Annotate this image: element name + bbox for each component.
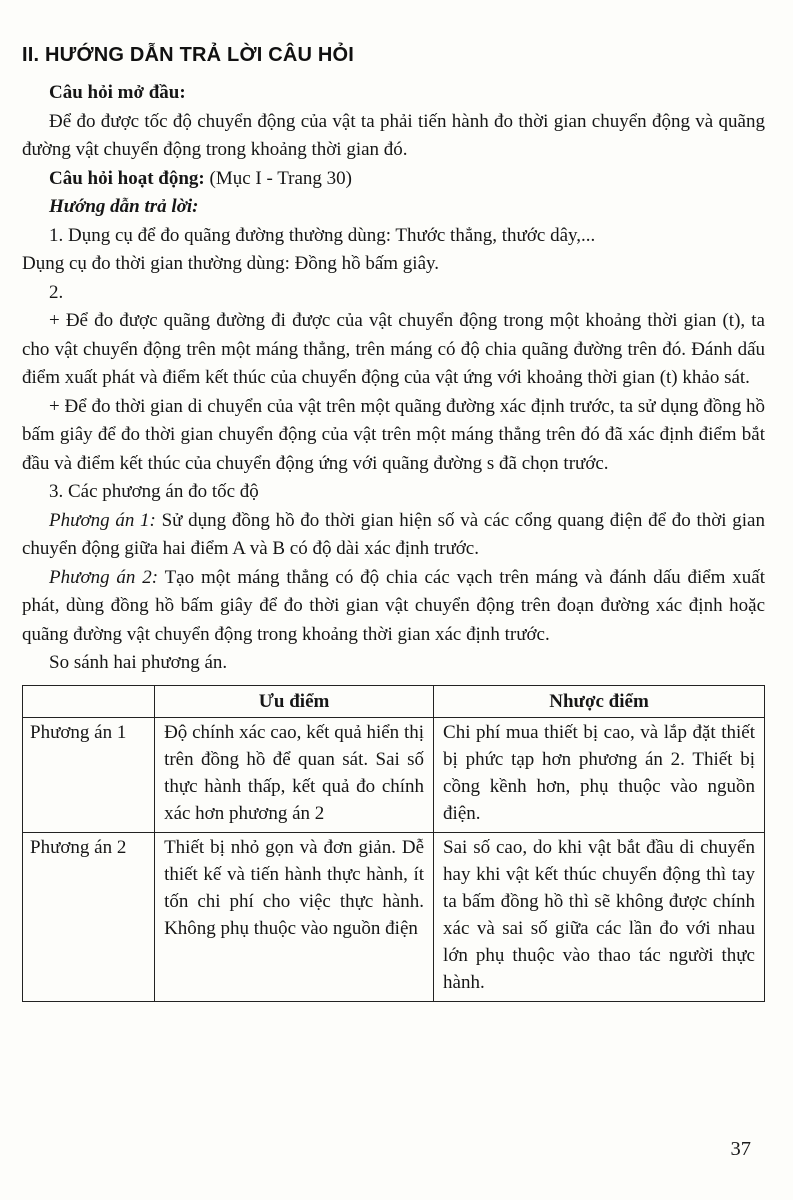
answer-item-2-point-a: + Để đo được quãng đường đi được của vật chuyển động trong một khoảng thời gian (t), ta cho vật chuyển động trên một máng thẳng, trên máng có độ chia quãng đường trên đó. Đánh dấu điểm xuất phát và điểm kết thúc của chuyển động của vật ứng với khoảng thời gian (t) khảo sát. [22,310,765,388]
row-cons: Sai số cao, do khi vật bắt đầu di chuyển hay khi vật kết thúc chuyển động thì tay ta bấm đồng hồ thì sẽ không được chính xác và sai số giữa các lần đo với nhau lớn phụ thuộc vào thao tác người thực hành. [434,832,765,1001]
comparison-intro: So sánh hai phương án. [49,652,228,673]
row-label: Phương án 1 [23,717,155,832]
intro-question-label: Câu hỏi mở đầu: [49,82,186,103]
activity-question-label: Câu hỏi hoạt động: [49,167,205,189]
answer-guide-label-paragraph [22,193,765,222]
comparison-table [22,685,765,1002]
intro-question-text: Để đo được tốc độ chuyển động của vật ta phải tiến hành đo thời gian chuyển động và quãng đường vật chuyển động trong khoảng thời gian đó. [22,110,765,160]
answer-item-1: 1. Dụng cụ để đo quãng đường thường dùng: Thước thẳng, thước dây,... [49,224,596,246]
plan-1-text: Sử dụng đồng hồ đo thời gian hiện số và các cổng quang điện để đo thời gian chuyển động giữa hai điểm A và B có độ dài xác định trước. [22,509,765,559]
table-header-row [23,685,765,717]
plan-2-label: Phương án 2: [49,566,159,588]
row-cons: Chi phí mua thiết bị cao, và lắp đặt thiết bị phức tạp hơn phương án 2. Thiết bị cồng kềnh hơn, phụ thuộc vào nguồn điện. [434,717,765,832]
plan-1-paragraph [22,507,765,564]
row-label: Phương án 2 [23,832,155,1001]
answer-item-1-continued: Dụng cụ đo thời gian thường dùng: Đồng hồ bấm giây. [22,253,440,274]
plan-2-paragraph [22,564,765,650]
plan-2-text: Tạo một máng thẳng có độ chia các vạch trên máng và đánh dấu điểm xuất phát, dùng đồng hồ bấm giây để đo thời gian vật chuyển động trên đoạn đường xác định hoặc quãng đường vật chuyển động trong khoảng thời gian xác định trước. [22,566,765,645]
intro-question-label-paragraph [22,79,765,108]
plan-1-label: Phương án 1: [49,509,156,531]
row-pros: Thiết bị nhỏ gọn và đơn giản. Dễ thiết kế và tiến hành thực hành, ít tốn chi phí cho việc thực hành. Không phụ thuộc vào nguồn điện [155,832,434,1001]
row-pros: Độ chính xác cao, kết quả hiển thị trên đồng hồ để quan sát. Sai số thực hành thấp, kết quả đo chính xác hơn phương án 2 [155,717,434,832]
activity-question-paragraph [22,165,765,194]
table-header-empty [23,685,155,717]
answer-item-2-point-b: + Để đo thời gian di chuyển của vật trên một quãng đường xác định trước, ta sử dụng đồng hồ bấm giây để đo thời gian chuyển động của vật trên một máng thẳng trên đó đã xác định điểm bắt đầu và điểm kết thúc của chuyển động ứng với quãng đường s đã chọn trước. [22,395,765,474]
table-header-pros: Ưu điểm [155,685,434,717]
answer-guide-label: Hướng dẫn trả lời: [49,196,199,217]
table-row [23,717,765,832]
activity-question-ref: (Mục I - Trang 30) [204,167,352,189]
section-heading: II. HƯỚNG DẪN TRẢ LỜI CÂU HỎI [22,44,355,66]
table-row [23,832,765,1001]
table-header-cons: Nhược điểm [434,685,765,717]
answer-item-3: 3. Các phương án đo tốc độ [49,481,259,502]
answer-item-2: 2. [49,281,64,303]
page-number: 37 [730,1138,751,1160]
